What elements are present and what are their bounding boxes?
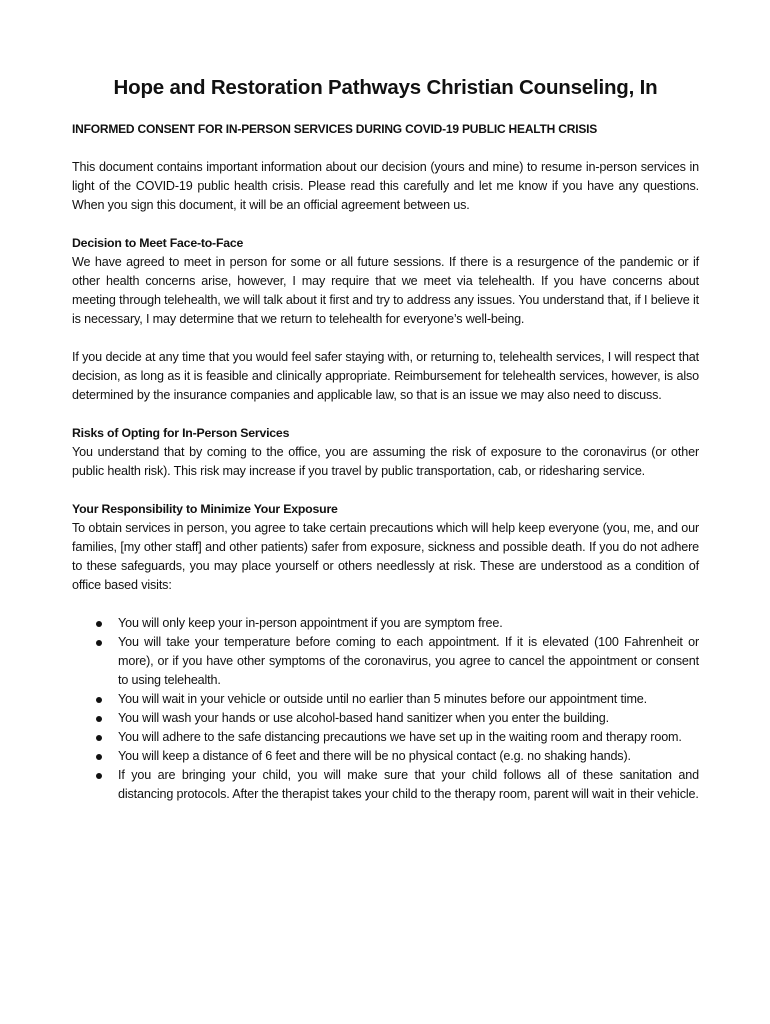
section-paragraph: We have agreed to meet in person for some or all future sessions. If there is a resurgence of the pandemic or if other health concerns arise, however, I may require that we meet via telehealth. If you have concerns about meeting through telehealth, we will talk about it first and try to address any issues. You understand that, if I believe it is necessary, I may determine that we return to telehealth for everyone’s well-being. <box>72 255 699 326</box>
section-heading: Your Responsibility to Minimize Your Exposure <box>72 502 338 516</box>
list-item <box>72 690 699 709</box>
bullet-icon <box>96 640 102 646</box>
intro-paragraph: This document contains important information about our decision (yours and mine) to resume in-person services in light of the COVID-19 public health crisis. Please read this carefully and let me know if you have any questions. When you sign this document, it will be an official agreement between us. <box>72 160 699 212</box>
section-decision-to-meet <box>72 234 699 405</box>
bullet-icon <box>96 621 102 627</box>
list-item-text: You will wash your hands or use alcohol-based hand sanitizer when you enter the building. <box>118 711 609 725</box>
bullet-icon <box>96 697 102 703</box>
bullet-icon <box>96 735 102 741</box>
list-item-text: You will keep a distance of 6 feet and there will be no physical contact (e.g. no shaking hands). <box>118 749 631 763</box>
list-item <box>72 614 699 633</box>
list-item-text: If you are bringing your child, you will make sure that your child follows all of these sanitation and distancing protocols. After the therapist takes your child to the therapy room, parent will wait in their vehicle. <box>118 768 699 801</box>
document-page <box>72 76 699 804</box>
list-item-text: You will take your temperature before coming to each appointment. If it is elevated (100 Fahrenheit or more), or if you have other symptoms of the coronavirus, you agree to cancel the appointment or consent to using telehealth. <box>118 635 699 687</box>
section-heading: Decision to Meet Face-to-Face <box>72 236 244 250</box>
list-item <box>72 728 699 747</box>
list-item <box>72 633 699 690</box>
list-item <box>72 766 699 804</box>
document-subtitle: INFORMED CONSENT FOR IN-PERSON SERVICES DURING COVID-19 PUBLIC HEALTH CRISIS <box>72 122 598 136</box>
bullet-icon <box>96 773 102 779</box>
section-paragraph: You understand that by coming to the office, you are assuming the risk of exposure to the coronavirus (or other public health risk). This risk may increase if you travel by public transportation, cab, or ridesharing service. <box>72 445 699 478</box>
section-responsibility <box>72 500 699 804</box>
list-item <box>72 709 699 728</box>
bullet-icon <box>96 754 102 760</box>
list-item <box>72 747 699 766</box>
list-item-text: You will adhere to the safe distancing precautions we have set up in the waiting room and therapy room. <box>118 730 682 744</box>
section-heading: Risks of Opting for In-Person Services <box>72 426 290 440</box>
section-risks <box>72 424 699 481</box>
section-paragraph: To obtain services in person, you agree to take certain precautions which will help keep everyone (you, me, and our families, [my other staff] and other patients) safer from exposure, sickness and possible death. If you do not adhere to these safeguards, you may place yourself or others needlessly at risk. These are understood as a condition of office based visits: <box>72 521 699 592</box>
precautions-list <box>72 614 699 804</box>
list-item-text: You will wait in your vehicle or outside until no earlier than 5 minutes before our appointment time. <box>118 692 648 706</box>
section-paragraph: If you decide at any time that you would feel safer staying with, or returning to, telehealth services, I will respect that decision, as long as it is feasible and clinically appropriate. Reimbursement for telehealth services, however, is also determined by the insurance companies and applicable law, so that is an issue we may also need to discuss. <box>72 350 699 402</box>
bullet-icon <box>96 716 102 722</box>
list-item-text: You will only keep your in-person appointment if you are symptom free. <box>118 616 503 630</box>
document-title: Hope and Restoration Pathways Christian Counseling, In <box>113 76 658 99</box>
